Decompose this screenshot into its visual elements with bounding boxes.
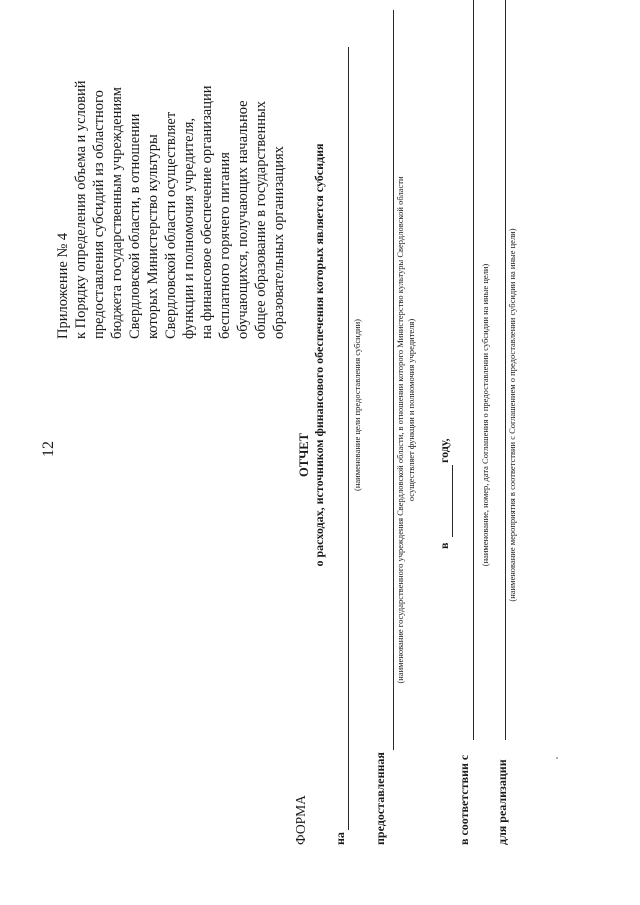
report-subtitle: о расходах, источником финансового обеспечения которых является субсидия bbox=[312, 143, 326, 567]
appendix-line: Свердловской области, в отношении bbox=[127, 113, 143, 339]
page-number: 12 bbox=[40, 441, 57, 457]
appendix-line: общее образование в государственных bbox=[253, 101, 269, 339]
appendix-header bbox=[54, 0, 288, 339]
agreement-line[interactable] bbox=[473, 0, 474, 740]
institution-caption: (наименование государственного учреждения Свердловской области, в отношении которого Министерство культуры Свердловской области bbox=[395, 176, 405, 684]
appendix-line: которых Министерство культуры bbox=[145, 134, 161, 339]
measure-line[interactable] bbox=[505, 0, 506, 740]
field-label-predostavlennaya: предоставленная bbox=[373, 752, 387, 845]
appendix-line: образовательных организациях bbox=[271, 146, 287, 339]
institution-line[interactable] bbox=[393, 10, 394, 750]
measure-caption: (наименование мероприятия в соответствии с Соглашением о предоставлении субсидии на иные цели) bbox=[507, 228, 517, 602]
report-title: ОТЧЕТ bbox=[297, 433, 311, 477]
appendix-line: бюджета государственным учреждениям bbox=[109, 87, 125, 339]
agreement-caption: (наименование, номер, дата Соглашения о предоставлении субсидии на иные цели) bbox=[480, 263, 490, 567]
year-suffix: году, bbox=[437, 438, 451, 463]
appendix-line: предоставления субсидий из областного bbox=[91, 90, 107, 339]
appendix-line: на финансовое обеспечение организации bbox=[199, 85, 215, 339]
institution-caption-cont: осуществляет функции и полномочия учредителя) bbox=[406, 318, 416, 502]
appendix-line: функции и полномочия учредителя, bbox=[181, 117, 197, 339]
appendix-line: Свердловской области осуществляет bbox=[163, 111, 179, 339]
field-label-na: на bbox=[333, 832, 347, 845]
purpose-caption: (наименование цели предоставления субсидии) bbox=[352, 319, 362, 491]
field-label-v-sootvetstvii: в соответствии с bbox=[457, 754, 471, 845]
appendix-line: к Порядку определения объема и условий bbox=[73, 80, 89, 339]
scan-speck bbox=[556, 757, 558, 759]
year-prefix: в bbox=[437, 542, 451, 549]
appendix-line: Приложение № 4 bbox=[55, 232, 71, 339]
form-label: ФОРМА bbox=[293, 795, 308, 845]
field-label-dlya-realizatsii: для реализации bbox=[495, 759, 509, 845]
purpose-line[interactable] bbox=[348, 47, 349, 830]
appendix-line: обучающихся, получающих начальное bbox=[235, 100, 251, 339]
appendix-line: бесплатного горячего питания bbox=[217, 152, 233, 339]
year-blank[interactable] bbox=[452, 465, 453, 537]
